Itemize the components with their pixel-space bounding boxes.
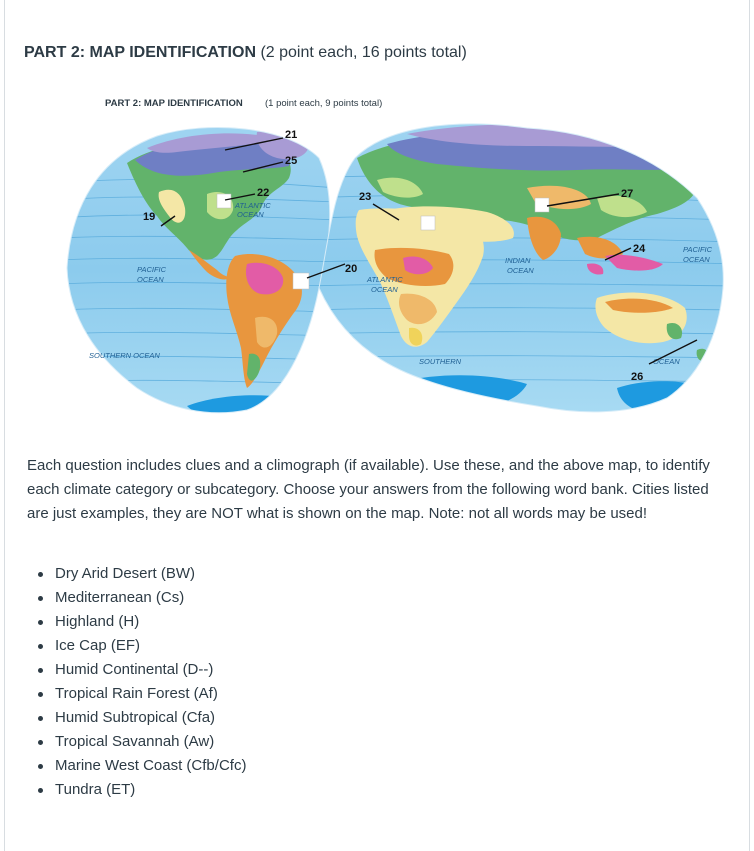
section-title: PART 2: MAP IDENTIFICATION xyxy=(24,44,256,61)
label-atlantic-south-2: OCEAN xyxy=(371,285,398,294)
marker-23: 23 xyxy=(359,191,372,203)
label-pacific-right-2: OCEAN xyxy=(683,255,710,264)
label-indian-1: INDIAN xyxy=(505,256,531,265)
world-climate-map xyxy=(57,88,725,420)
bullet-icon xyxy=(38,740,43,745)
bullet-icon xyxy=(38,572,43,577)
word-bank-item xyxy=(31,634,246,658)
word-bank-text: Dry Arid Desert (BW) xyxy=(55,565,196,582)
assignment-page xyxy=(4,0,750,851)
marker-27: 27 xyxy=(621,188,634,200)
bullet-icon xyxy=(38,596,43,601)
word-bank-item xyxy=(31,658,246,682)
word-bank-item xyxy=(31,778,246,802)
word-bank-text: Highland (H) xyxy=(55,613,140,630)
marker-25: 25 xyxy=(285,155,298,167)
word-bank-text: Marine West Coast (Cfb/Cfc) xyxy=(55,757,247,774)
marker-26: 26 xyxy=(631,371,644,383)
label-indian-2: OCEAN xyxy=(507,266,534,275)
bullet-icon xyxy=(38,692,43,697)
label-pacific-left-2: OCEAN xyxy=(137,275,164,284)
marker-21: 21 xyxy=(285,129,298,141)
section-heading xyxy=(24,44,467,62)
bullet-icon xyxy=(38,620,43,625)
map-inner-points: (1 point each, 9 points total) xyxy=(265,98,383,109)
word-bank-item xyxy=(31,682,246,706)
bullet-icon xyxy=(38,788,43,793)
bullet-icon xyxy=(38,668,43,673)
word-bank-item xyxy=(31,706,246,730)
marker-20: 20 xyxy=(345,263,358,275)
label-southern-right: SOUTHERN xyxy=(419,357,462,366)
word-bank-text: Ice Cap (EF) xyxy=(55,637,141,654)
word-bank-text: Tropical Savannah (Aw) xyxy=(55,733,215,750)
marker-24: 24 xyxy=(633,243,646,255)
word-bank-item xyxy=(31,610,246,634)
label-pacific-right-1: PACIFIC xyxy=(683,245,713,254)
word-bank-text: Mediterranean (Cs) xyxy=(55,589,185,606)
label-atlantic-north-1: ATLANTIC xyxy=(235,201,271,210)
bullet-icon xyxy=(38,716,43,721)
word-bank-list xyxy=(31,562,246,802)
word-bank-item xyxy=(31,586,246,610)
label-atlantic-south-1: ATLANTIC xyxy=(367,275,403,284)
label-pacific-left-1: PACIFIC xyxy=(137,265,167,274)
map-west-lobe xyxy=(57,127,337,420)
map-inner-title: PART 2: MAP IDENTIFICATION xyxy=(105,98,243,109)
marker-19: 19 xyxy=(143,211,156,223)
word-bank-text: Humid Continental (D--) xyxy=(55,661,214,678)
bullet-icon xyxy=(38,764,43,769)
word-bank-item xyxy=(31,754,246,778)
word-bank-item xyxy=(31,730,246,754)
instructions-paragraph: Each question includes clues and a climograph (if available). Use these, and the above map, to identify each climate category or subcategory. Choose your answers from the following word bank. Cities listed are just examples, they are NOT what is shown on the map. Note: not all words may be used! xyxy=(27,457,710,522)
word-bank-text: Tropical Rain Forest (Af) xyxy=(55,685,218,702)
label-atlantic-north-2: OCEAN xyxy=(237,210,264,219)
label-southern-ocean-left: SOUTHERN OCEAN xyxy=(89,351,160,360)
word-bank-text: Tundra (ET) xyxy=(55,781,136,798)
bullet-icon xyxy=(38,644,43,649)
label-ocean-right: OCEAN xyxy=(653,357,680,366)
section-points: (2 point each, 16 points total) xyxy=(260,44,467,61)
word-bank-text: Humid Subtropical (Cfa) xyxy=(55,709,216,726)
word-bank-item xyxy=(31,562,246,586)
marker-22: 22 xyxy=(257,187,270,199)
